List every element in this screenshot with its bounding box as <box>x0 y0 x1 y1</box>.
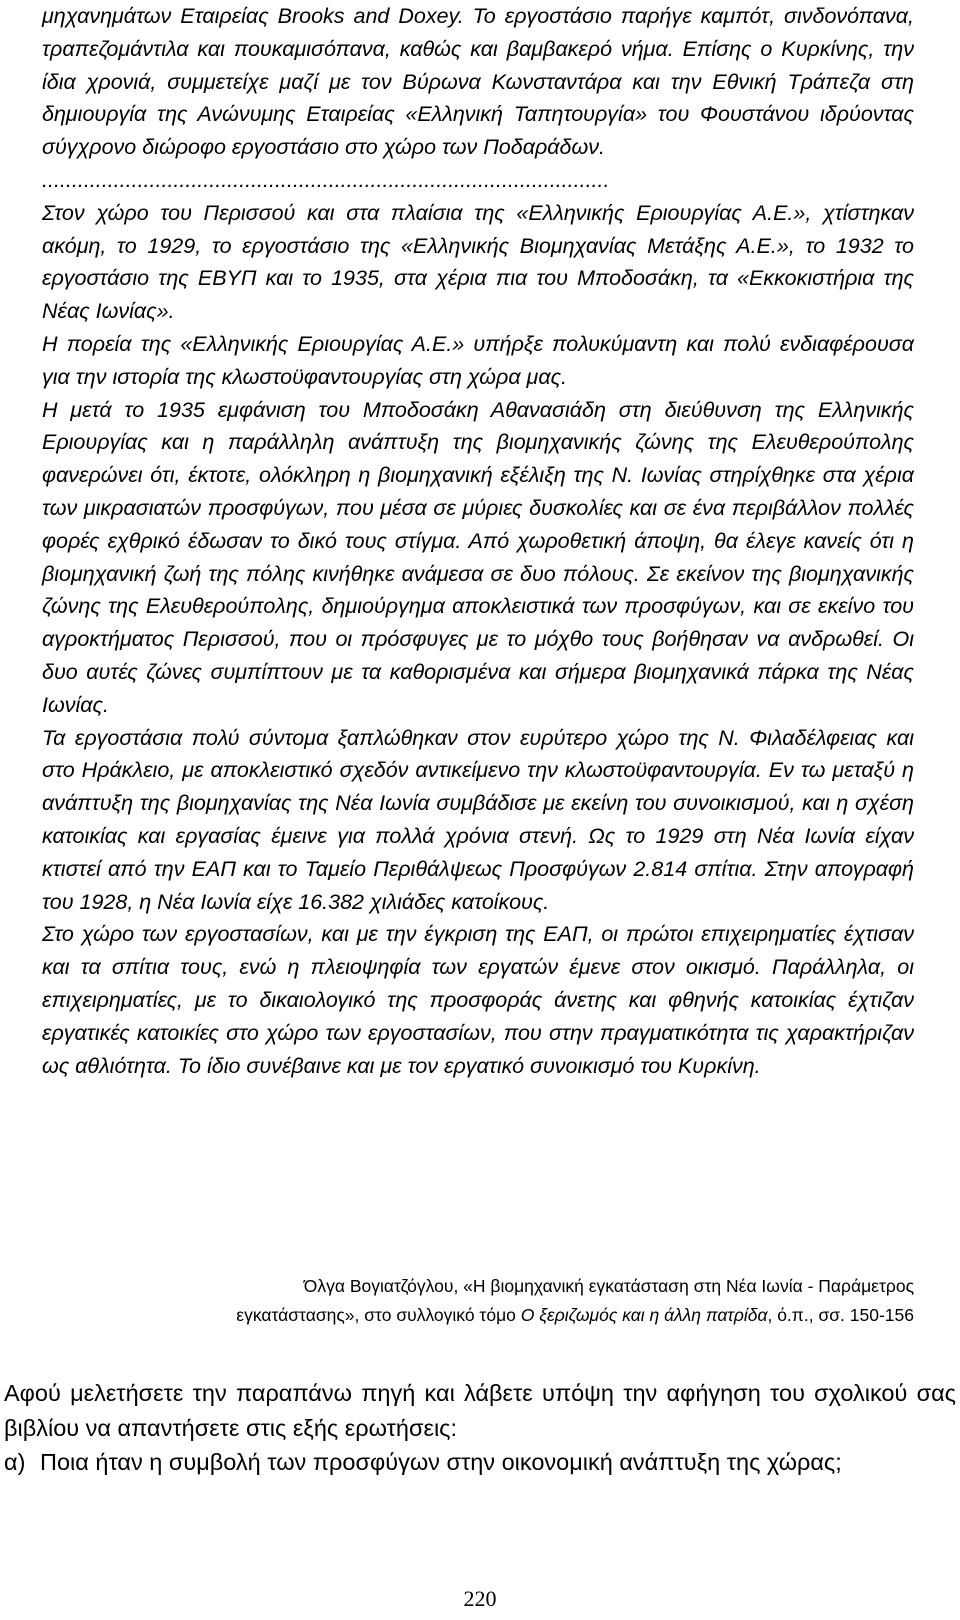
source-citation <box>42 1272 914 1330</box>
source-paragraph: Η μετά το 1935 εμφάνιση του Μποδοσάκη Αθανασιάδη στη διεύθυνση της Ελληνικής Εριουργίας και η παράλληλη ανάπτυξη της βιομηχανικής ζώνης της Ελευθερούπολης φανερώνει ότι, έκτοτε, ολόκληρη η βιομηχανική εξέλιξη της Ν. Ιωνίας στηρίχθηκε στα χέρια των μικρασιατών προσφύγων, που μέσα σε μύριες δυσκολίες και σε ένα περιβάλλον πολλές φορές εχθρικό έδωσαν το δικό τους στίγμα. Από χωροθετική άποψη, θα έλεγε κανείς ότι η βιομηχανική ζωή της πόλης κινήθηκε ανάμεσα σε δυο πόλους. Σε εκείνον της βιομηχανικής ζώνης της Ελευθερούπολης, δημιούργημα αποκλειστικά των προσφύγων, και σε εκείνο του αγροκτήματος Περισσού, που οι πρόσφυγες με το μόχθο τους βοήθησαν να ανδρωθεί. Οι δυο αυτές ζώνες συμπίπτουν με τα καθορισμένα και σήμερα βιομηχανικά πάρκα της Νέας Ιωνίας. <box>42 397 914 717</box>
source-paragraph: Στο χώρο των εργοστασίων, και με την έγκριση της ΕΑΠ, οι πρώτοι επιχειρηματίες έχτισαν και τα σπίτια τους, ενώ η πλειοψηφία των εργατών έμενε στον οικισμό. Παράλληλα, οι επιχειρηματίες, με το δικαιολογικό της προσφοράς άνετης και φθηνής κατοικίας έχτιζαν εργατικές κατοικίες στο χώρο των εργοστασίων, που στην πραγματικότητα τις χαρακτήριζαν ως αθλιότητα. Το ίδιο συνέβαινε και με τον εργατικό συνοικισμό του Κυρκίνη. <box>42 922 914 1078</box>
source-excerpt <box>42 0 914 1082</box>
source-paragraph: Η πορεία της «Ελληνικής Εριουργίας Α.Ε.» υπήρξε πολυκύμαντη και πολύ ενδιαφέρουσα για την ιστορία της κλωστοϋφαντουργίας στη χώρα μας. <box>42 331 914 389</box>
question-text: Ποια ήταν η συμβολή των προσφύγων στην οικονομική ανάπτυξη της χώρας; <box>40 1449 842 1475</box>
citation-line-2 <box>42 1301 914 1330</box>
question-item <box>4 1445 956 1480</box>
questions-intro: Αφού μελετήσετε την παραπάνω πηγή και λάβετε υπόψη την αφήγηση του σχολικού σας βιβλίου να απαντήσετε στις εξής ερωτήσεις: <box>4 1380 956 1441</box>
page-number: 220 <box>463 1586 497 1611</box>
source-paragraph: Στον χώρο του Περισσού και στα πλαίσια της «Ελληνικής Εριουργίας Α.Ε.», χτίστηκαν ακόμη, το 1929, το εργοστάσιο της «Ελληνικής Βιομηχανίας Μετάξης Α.Ε.», το 1932 το εργοστάσιο της ΕΒΥΠ και το 1935, στα χέρια πια του Μποδοσάκη, τα «Εκκοκιστήρια της Νέας Ιωνίας». <box>42 200 914 324</box>
questions-section <box>4 1376 956 1480</box>
citation-book-title: Ο ξεριζωμός και η άλλη πατρίδα <box>520 1305 768 1325</box>
question-label: α) <box>4 1449 26 1475</box>
citation-suffix: , ό.π., σσ. 150-156 <box>767 1305 914 1325</box>
source-paragraph: Τα εργοστάσια πολύ σύντομα ξαπλώθηκαν στον ευρύτερο χώρο της Ν. Φιλαδέλφειας και στο Ηράκλειο, με αποκλειστικό σχεδόν αντικείμενο την κλωστοϋφαντουργία. Εν τω μεταξύ η ανάπτυξη της βιομηχανίας της Νέα Ιωνία συμβάδισε με εκείνη του συνοικισμού, και η σχέση κατοικίας και εργασίας έμεινε για πολλά χρόνια στενή. Ως το 1929 στη Νέα Ιωνία είχαν κτιστεί από την ΕΑΠ και το Ταμείο Περιθάλψεως Προσφύγων 2.814 σπίτια. Στην απογραφή του 1928, η Νέα Ιωνία είχε 16.382 χιλιάδες κατοίκους. <box>42 725 914 914</box>
citation-prefix: εγκατάστασης», στο συλλογικό τόμο <box>236 1305 521 1325</box>
citation-line-1: Όλγα Βογιατζόγλου, «Η βιομηχανική εγκατάσταση στη Νέα Ιωνία - Παράμετρος <box>303 1276 914 1296</box>
ellipsis-separator: ............................................................................................... <box>42 167 610 192</box>
source-paragraph: μηχανημάτων Εταιρείας Brooks and Doxey. Το εργοστάσιο παρήγε καμπότ, σινδονόπανα, τραπεζομάντιλα και πουκαμισόπανα, καθώς και βαμβακερό νήμα. Επίσης ο Κυρκίνης, την ίδια χρονιά, συμμετείχε μαζί με τον Βύρωνα Κωνσταντάρα και την Εθνική Τράπεζα στη δημιουργία της Ανώνυμης Εταιρείας «Ελληνική Ταπητουργία» του Φουστάνου ιδρύοντας σύγχρονο διώροφο εργοστάσιο στο χώρο των Ποδαράδων. <box>42 4 914 160</box>
